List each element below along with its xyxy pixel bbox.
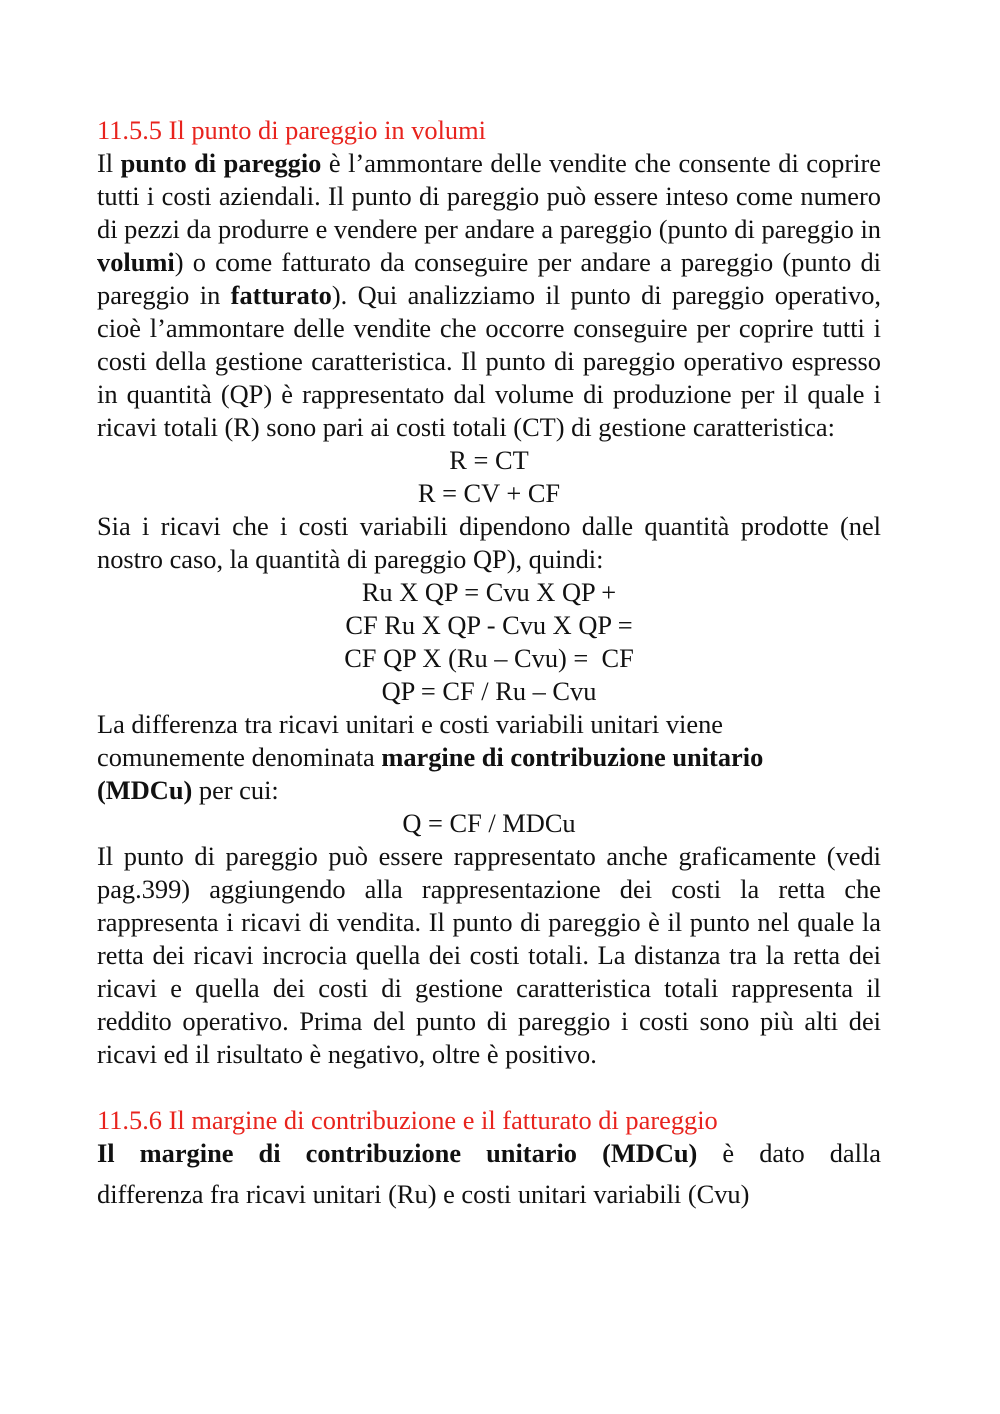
formula-line: R = CT <box>449 445 529 475</box>
bold-term-fatturato: fatturato <box>230 280 332 310</box>
text-run: per cui: <box>192 775 279 805</box>
paragraph-mdcu-line2: differenza fra ricavi unitari (Ru) e costi unitari variabili (Cvu) <box>97 1179 750 1209</box>
section-heading-11-5-6: 11.5.6 Il margine di contribuzione e il fatturato di pareggio <box>97 1105 718 1135</box>
formula-line: R = CV + CF <box>417 478 561 508</box>
document-page <box>97 114 881 1218</box>
text-run: comunemente denominata <box>97 742 382 772</box>
formula-line: CF Ru X QP - Cvu X QP = <box>345 610 633 640</box>
text-run: ). Qui analizziamo il punto di pareggio operativo, cioè l’ammontare delle vendite che occorre conseguire per coprire tutti i costi della gestione caratteristica. Il punto di pareggio operativo espresso in quantità (QP) è rappresentato dal volume di produzione per il quale i ricavi totali (R) sono pari ai costi totali (CT) di gestione caratteristica: <box>97 280 881 442</box>
text-run: è l’ammontare delle vendite che consente di coprire tutti i costi aziendali. Il punto di pareggio può essere inteso come numero di pezzi da produrre e vendere per andare a pareggio (punto di pareggio in <box>97 148 882 244</box>
paragraph-margin-term <box>97 741 881 774</box>
text-run: Il <box>97 148 121 178</box>
formula-line: QP = CF / Ru – Cvu <box>381 676 597 706</box>
bold-term-punto-di-pareggio: punto di pareggio <box>120 148 322 178</box>
paragraph-quantities: Sia i ricavi che i costi variabili dipendono dalle quantità prodotte (nel nostro caso, la quantità di pareggio QP), quindi: <box>97 511 881 574</box>
paragraph-mdcu-definition <box>97 1137 881 1170</box>
formula-line: CF QP X (Ru – Cvu) = CF <box>344 643 634 673</box>
text-run: è dato dalla <box>697 1138 881 1168</box>
bold-term-mdcu: (MDCu) <box>97 775 193 805</box>
paragraph-graphical-representation: Il punto di pareggio può essere rappresentato anche graficamente (vedi pag.399) aggiungendo alla rappresentazione dei costi la retta che rappresenta i ricavi di vendita. Il punto di pareggio è il punto nel quale la retta dei ricavi incrocia quella dei costi totali. La distanza tra la retta dei ricavi e quella dei costi di gestione caratteristica totali rappresenta il reddito operativo. Prima del punto di pareggio i costi sono più alti dei ricavi ed il risultato è negativo, oltre è positivo. <box>97 841 881 1069</box>
formula-line: Q = CF / MDCu <box>402 808 576 838</box>
paragraph-margin-tail <box>97 774 881 807</box>
bold-term-volumi: volumi <box>97 247 175 277</box>
bold-term-margine-di-contribuzione: margine di contribuzione unitario <box>381 742 764 772</box>
paragraph-spacer <box>97 1071 881 1104</box>
paragraph-margin-line: La differenza tra ricavi unitari e costi variabili unitari viene <box>97 709 724 739</box>
text-run: ) o come fatturato da conseguire per andare a pareggio (punto di pareggio in <box>97 247 881 310</box>
formula-line: Ru X QP = Cvu X QP + <box>361 577 617 607</box>
section-heading-11-5-5: 11.5.5 Il punto di pareggio in volumi <box>97 115 486 145</box>
bold-term-margine-unitario: Il margine di contribuzione unitario (MDCu) <box>97 1138 698 1168</box>
paragraph-break-even-definition <box>97 147 881 444</box>
